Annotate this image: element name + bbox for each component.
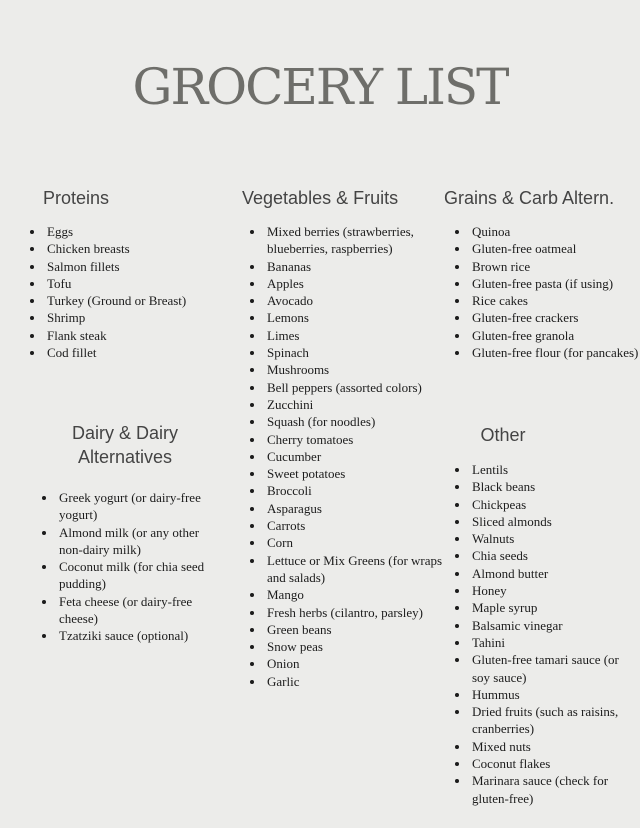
list-item: Snow peas xyxy=(267,638,447,655)
list-item: Feta cheese (or dairy-free cheese) xyxy=(59,593,209,628)
list-item: Mixed berries (strawberries, blueberries, raspberries) xyxy=(267,223,447,258)
vegetables-list xyxy=(267,223,447,690)
list-item: Cucumber xyxy=(267,448,447,465)
grains-section xyxy=(444,188,640,361)
other-list xyxy=(472,461,630,807)
list-item: Spinach xyxy=(267,344,447,361)
list-item: Bananas xyxy=(267,258,447,275)
list-item: Corn xyxy=(267,534,447,551)
list-item: Coconut flakes xyxy=(472,755,630,772)
list-item: Gluten-free flour (for pancakes) xyxy=(472,345,639,361)
list-item: Carrots xyxy=(267,517,447,534)
list-item: Honey xyxy=(472,582,630,599)
list-item: Tahini xyxy=(472,634,630,651)
list-item: Tzatziki sauce (optional) xyxy=(59,627,209,644)
list-item: Garlic xyxy=(267,673,447,690)
list-item: Turkey (Ground or Breast) xyxy=(47,292,223,309)
proteins-heading: Proteins xyxy=(43,188,110,208)
list-item: Chia seeds xyxy=(472,547,630,564)
list-item: Balsamic vinegar xyxy=(472,617,630,634)
list-item: Marinara sauce (check for gluten-free) xyxy=(472,772,630,807)
grains-heading: Grains & Carb Altern. xyxy=(444,188,615,208)
list-item: Zucchini xyxy=(267,396,447,413)
list-item: Salmon fillets xyxy=(47,258,223,275)
list-item: Sweet potatoes xyxy=(267,465,447,482)
list-item: Flank steak xyxy=(47,327,223,344)
grains-list xyxy=(472,223,640,361)
list-item: Bell peppers (assorted colors) xyxy=(267,379,447,396)
list-item: Sliced almonds xyxy=(472,513,630,530)
list-item: Greek yogurt (or dairy-free yogurt) xyxy=(59,489,209,524)
list-item: Squash (for noodles) xyxy=(267,413,447,430)
dairy-heading-line1: Dairy & Dairy xyxy=(71,423,178,443)
list-item: Maple syrup xyxy=(472,599,630,616)
dairy-heading xyxy=(30,421,220,469)
list-item: Gluten-free oatmeal xyxy=(472,240,640,257)
list-item: Chicken breasts xyxy=(47,240,223,257)
dairy-list xyxy=(59,489,209,645)
list-item: Brown rice xyxy=(472,258,640,275)
other-section xyxy=(444,423,634,807)
list-item: Gluten-free pasta (if using) xyxy=(472,275,640,292)
list-item: Mixed nuts xyxy=(472,738,630,755)
list-item: Broccoli xyxy=(267,482,447,499)
list-item: Gluten-free tamari sauce (or soy sauce) xyxy=(472,651,630,686)
list-item: Rice cakes xyxy=(472,292,640,309)
list-item: Lemons xyxy=(267,309,447,326)
list-item: Limes xyxy=(267,327,447,344)
list-item: Onion xyxy=(267,655,447,672)
proteins-list xyxy=(47,223,223,361)
list-item: Dried fruits (such as raisins, cranberries) xyxy=(472,703,630,738)
list-item: Gluten-free crackers xyxy=(472,309,640,326)
list-item: Tofu xyxy=(47,275,223,292)
list-item: Green beans xyxy=(267,621,447,638)
list-item: Mushrooms xyxy=(267,361,447,378)
list-item: Asparagus xyxy=(267,500,447,517)
vegetables-heading: Vegetables & Fruits xyxy=(242,188,399,208)
list-item: Mango xyxy=(267,586,447,603)
vegetables-section xyxy=(242,188,443,690)
list-item: Apples xyxy=(267,275,447,292)
list-item: Shrimp xyxy=(47,309,223,326)
list-item: Almond milk (or any other non-dairy milk) xyxy=(59,524,209,559)
list-item: Lettuce or Mix Greens (for wraps and salads) xyxy=(267,552,447,587)
page-title: GROCERY LIST xyxy=(132,58,508,116)
list-item: Black beans xyxy=(472,478,630,495)
list-item: Walnuts xyxy=(472,530,630,547)
list-item: Almond butter xyxy=(472,565,630,582)
proteins-section xyxy=(43,188,223,361)
list-item: Lentils xyxy=(472,461,630,478)
list-item: Cherry tomatoes xyxy=(267,431,447,448)
list-item: Quinoa xyxy=(472,223,640,240)
dairy-heading-line2: Alternatives xyxy=(77,447,173,467)
dairy-section xyxy=(30,421,220,645)
list-item: Cod fillet xyxy=(47,344,223,361)
list-item: Eggs xyxy=(47,223,223,240)
list-item: Fresh herbs (cilantro, parsley) xyxy=(267,604,447,621)
other-heading: Other xyxy=(480,425,526,445)
list-item: Gluten-free granola xyxy=(472,327,640,344)
list-item: Avocado xyxy=(267,292,447,309)
list-item: Coconut milk (for chia seed pudding) xyxy=(59,558,209,593)
list-item: Hummus xyxy=(472,686,630,703)
list-item: Chickpeas xyxy=(472,496,630,513)
